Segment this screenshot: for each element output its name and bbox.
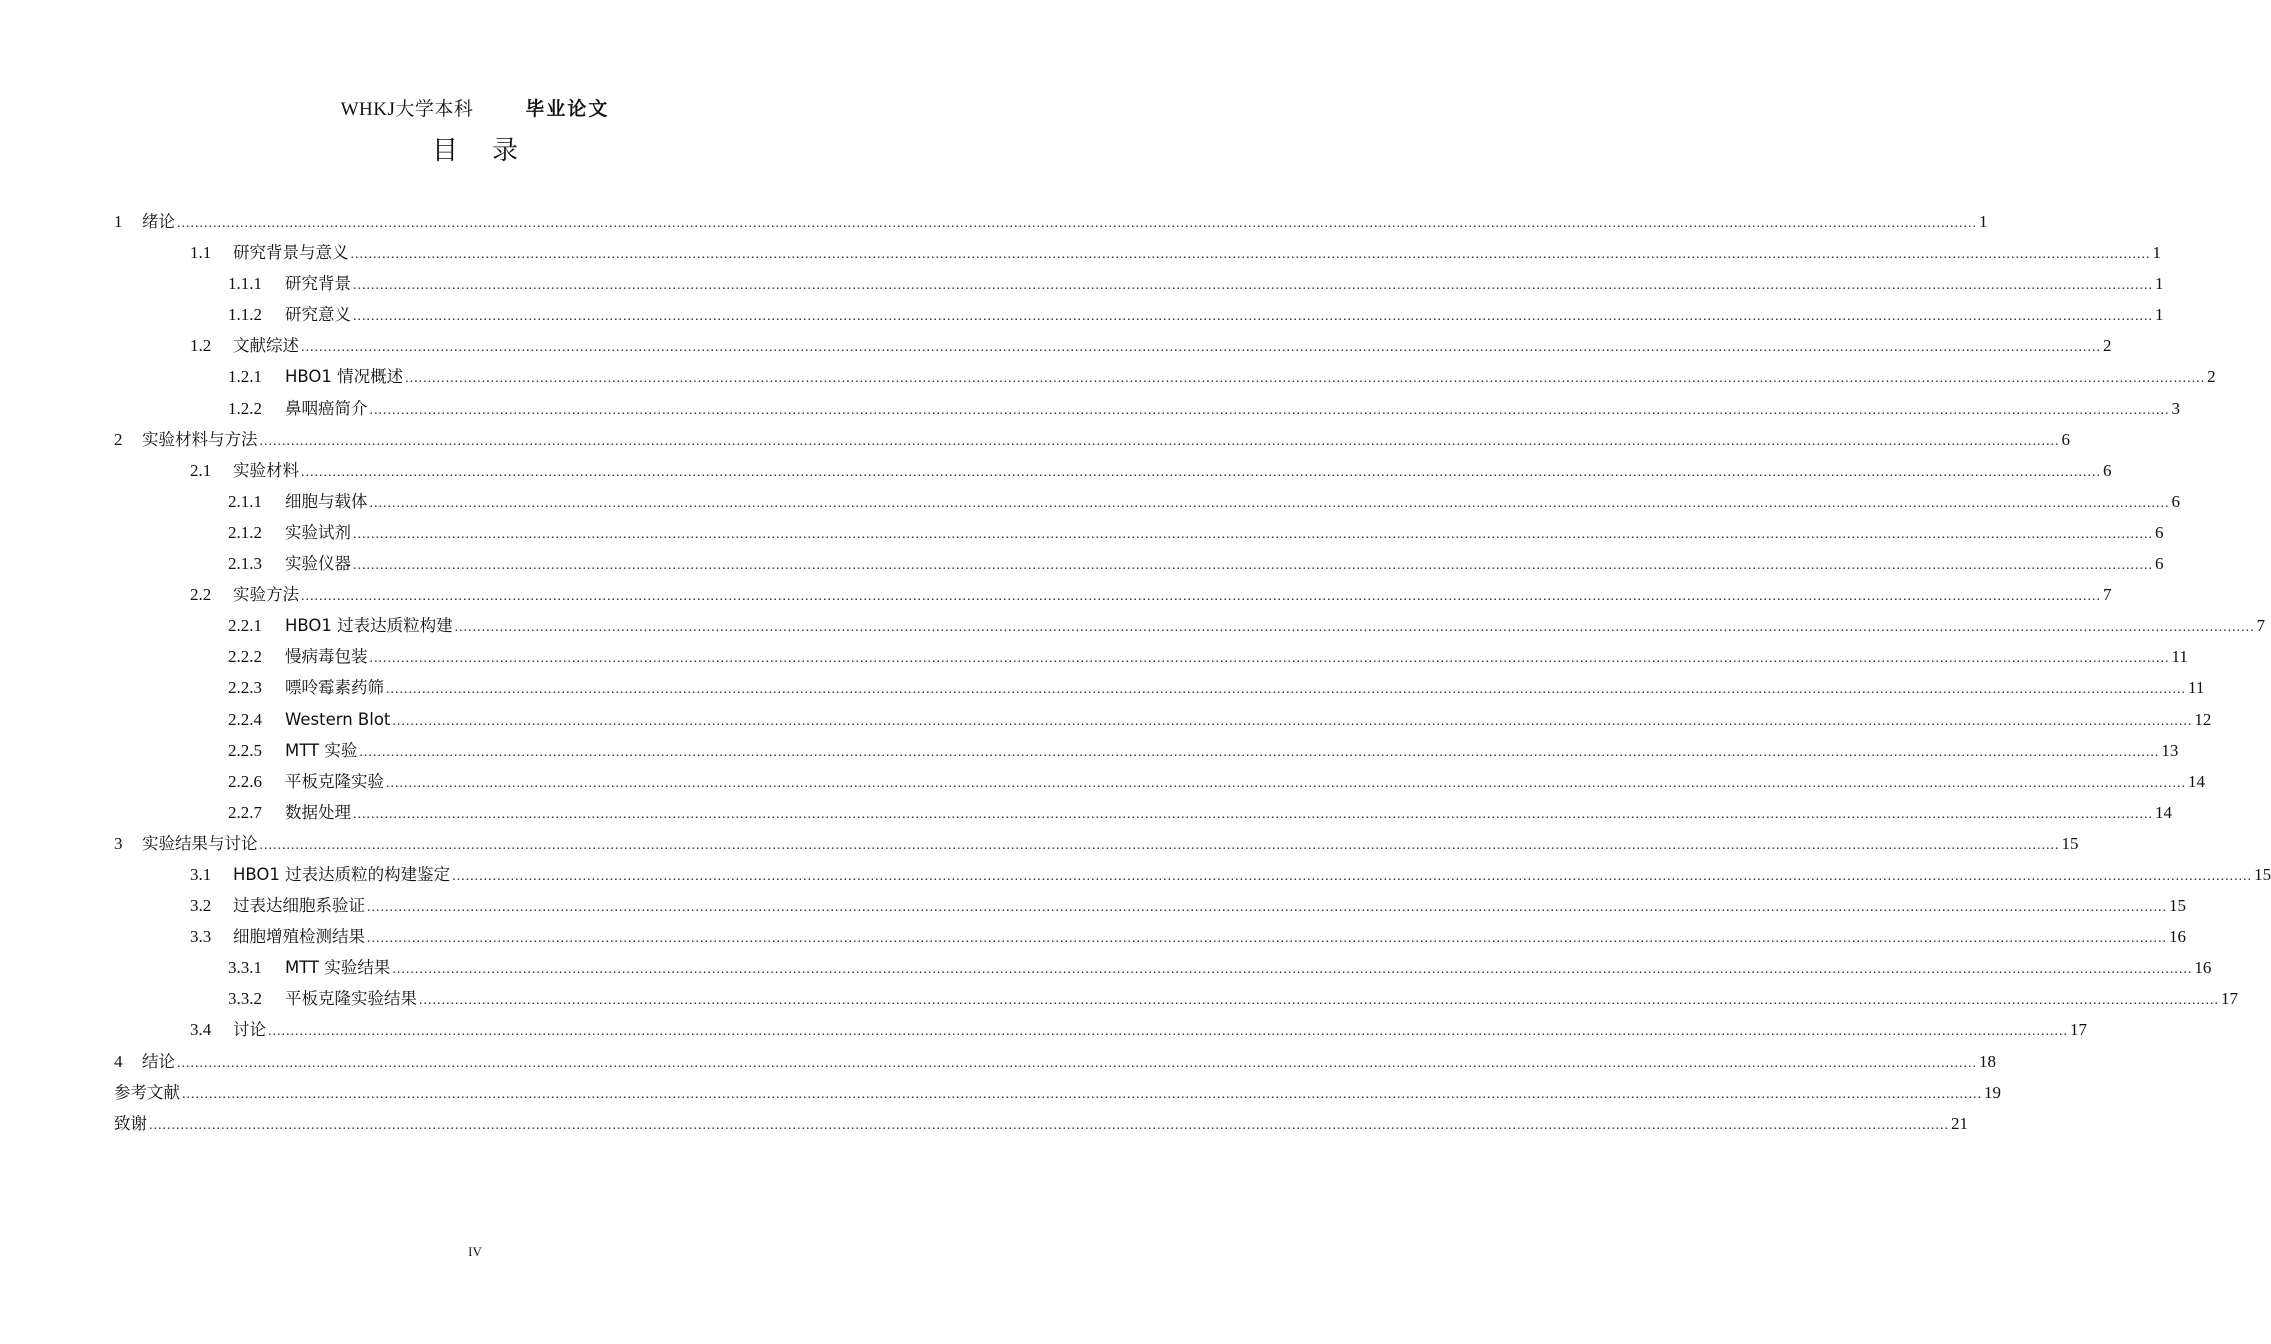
toc-entry[interactable] — [114, 828, 2079, 859]
toc-entry[interactable] — [114, 1046, 1996, 1077]
toc-entry-number: 2.2.3 — [228, 678, 262, 698]
toc-entry-title: HBO1 过表达质粒的构建鉴定 — [233, 864, 451, 884]
toc-entry-page: 16 — [2194, 958, 2212, 978]
toc-leader-dots: ................................................................................................................................................................................................................................................................................................................................................................................................................ — [454, 620, 2255, 636]
toc-entry[interactable] — [114, 361, 2216, 392]
toc-leader-dots: ................................................................................................................................................................................................................................................................................................................................................................................................................ — [268, 1024, 2068, 1040]
toc-entry-title: 致谢 — [114, 1113, 147, 1133]
toc-entry-number: 2.2.6 — [228, 771, 262, 791]
toc-entry-title: 结论 — [142, 1051, 175, 1071]
toc-entry-page: 7 — [2103, 585, 2112, 605]
toc-entry-title: 过表达细胞系验证 — [233, 896, 365, 916]
toc-entry-number: 3 — [114, 833, 123, 853]
toc-entry-page: 15 — [2169, 896, 2186, 916]
toc-entry-page: 13 — [2161, 740, 2179, 760]
toc-entry[interactable] — [114, 797, 2172, 828]
table-of-contents — [114, 206, 2271, 1139]
toc-leader-dots: ................................................................................................................................................................................................................................................................................................................................................................................................................ — [386, 775, 2186, 791]
toc-entry-number: 3.3 — [190, 927, 212, 947]
toc-leader-dots: ................................................................................................................................................................................................................................................................................................................................................................................................................ — [419, 993, 2219, 1009]
toc-entry-title: 研究背景与意义 — [233, 243, 349, 263]
toc-entry-title: 慢病毒包装 — [285, 647, 368, 667]
header-thesis-label: 毕业论文 — [525, 98, 610, 120]
toc-leader-dots: ................................................................................................................................................................................................................................................................................................................................................................................................................ — [259, 433, 2060, 449]
toc-entry-number: 1 — [114, 212, 123, 231]
toc-entry-page: 17 — [2070, 1020, 2087, 1040]
toc-entry[interactable] — [114, 672, 2205, 703]
toc-entry[interactable] — [114, 921, 2186, 952]
toc-entry-title: 实验材料与方法 — [142, 429, 258, 449]
toc-entry[interactable] — [114, 641, 2188, 672]
toc-leader-dots: ................................................................................................................................................................................................................................................................................................................................................................................................................ — [392, 962, 2193, 978]
toc-entry-page: 14 — [2155, 802, 2172, 822]
toc-leader-dots: ................................................................................................................................................................................................................................................................................................................................................................................................................ — [301, 340, 2101, 356]
toc-entry-page: 6 — [2155, 554, 2164, 574]
toc-entry[interactable] — [114, 1014, 2087, 1045]
toc-leader-dots: ................................................................................................................................................................................................................................................................................................................................................................................................................ — [452, 868, 2253, 884]
toc-entry[interactable] — [114, 1077, 2001, 1108]
toc-entry[interactable] — [114, 704, 2212, 735]
toc-entry-number: 1.2.1 — [228, 367, 262, 387]
toc-entry-title: MTT 实验 — [285, 740, 358, 760]
toc-entry-page: 1 — [2155, 305, 2164, 325]
toc-entry-title: 数据处理 — [285, 802, 351, 822]
toc-leader-dots: ................................................................................................................................................................................................................................................................................................................................................................................................................ — [182, 1086, 1982, 1102]
toc-entry-page: 19 — [1984, 1082, 2001, 1102]
toc-entry-number: 2.1 — [190, 460, 212, 480]
toc-entry[interactable] — [114, 486, 2180, 517]
toc-entry-title: HBO1 过表达质粒构建 — [285, 616, 453, 636]
toc-entry[interactable] — [114, 268, 2164, 299]
toc-entry-page: 1 — [2155, 274, 2164, 294]
toc-entry[interactable] — [114, 983, 2238, 1014]
toc-entry-page: 2 — [2207, 367, 2216, 387]
toc-leader-dots: ................................................................................................................................................................................................................................................................................................................................................................................................................ — [367, 900, 2167, 916]
toc-entry-title: MTT 实验结果 — [285, 958, 391, 978]
toc-leader-dots: ................................................................................................................................................................................................................................................................................................................................................................................................................ — [353, 806, 2153, 822]
toc-entry[interactable] — [114, 859, 2271, 890]
toc-entry[interactable] — [114, 424, 2070, 455]
toc-entry-number: 3.3.2 — [228, 989, 262, 1009]
toc-leader-dots: ................................................................................................................................................................................................................................................................................................................................................................................................................ — [350, 247, 2151, 263]
toc-entry-page: 6 — [2171, 491, 2180, 511]
toc-leader-dots: ................................................................................................................................................................................................................................................................................................................................................................................................................ — [359, 744, 2160, 760]
toc-entry-title: 实验方法 — [233, 585, 299, 605]
toc-leader-dots: ................................................................................................................................................................................................................................................................................................................................................................................................................ — [405, 371, 2206, 387]
toc-leader-dots: ................................................................................................................................................................................................................................................................................................................................................................................................................ — [301, 589, 2101, 605]
toc-entry-page: 21 — [1951, 1113, 1968, 1133]
toc-entry[interactable] — [114, 393, 2180, 424]
toc-entry-page: 16 — [2169, 927, 2186, 947]
toc-leader-dots: ................................................................................................................................................................................................................................................................................................................................................................................................................ — [177, 1055, 1977, 1071]
header-university: WHKJ大学本科 — [340, 99, 474, 120]
toc-entry-number: 2 — [114, 429, 123, 449]
toc-leader-dots: ................................................................................................................................................................................................................................................................................................................................................................................................................ — [392, 713, 2193, 729]
toc-entry-title: 细胞增殖检测结果 — [233, 927, 365, 947]
toc-leader-dots: ................................................................................................................................................................................................................................................................................................................................................................................................................ — [353, 278, 2153, 294]
toc-entry-number: 2.2.5 — [228, 740, 262, 760]
toc-leader-dots: ................................................................................................................................................................................................................................................................................................................................................................................................................ — [369, 402, 2170, 418]
toc-leader-dots: ................................................................................................................................................................................................................................................................................................................................................................................................................ — [369, 495, 2170, 511]
toc-entry-title: 讨论 — [233, 1020, 266, 1040]
toc-leader-dots: ................................................................................................................................................................................................................................................................................................................................................................................................................ — [386, 682, 2186, 698]
toc-entry-number: 2.2 — [190, 585, 212, 605]
toc-entry-title: 研究背景 — [285, 274, 351, 294]
toc-entry-title: 研究意义 — [285, 305, 351, 325]
toc-entry-number: 2.1.2 — [228, 522, 262, 542]
toc-entry-page: 6 — [2061, 429, 2070, 449]
toc-entry[interactable] — [114, 952, 2212, 983]
toc-entry[interactable] — [114, 299, 2164, 330]
toc-entry-page: 11 — [2171, 647, 2188, 667]
toc-leader-dots: ................................................................................................................................................................................................................................................................................................................................................................................................................ — [259, 837, 2060, 853]
toc-entry-title: 实验仪器 — [285, 554, 351, 574]
toc-entry[interactable] — [114, 579, 2112, 610]
toc-entry-title: 平板克隆实验结果 — [285, 989, 417, 1009]
toc-leader-dots: ................................................................................................................................................................................................................................................................................................................................................................................................................ — [177, 216, 1977, 231]
toc-entry-number: 2.2.7 — [228, 802, 262, 822]
toc-entry-title: 实验材料 — [233, 460, 299, 480]
toc-entry-title: 参考文献 — [114, 1082, 180, 1102]
toc-entry-number: 4 — [114, 1051, 123, 1071]
toc-entry-page: 7 — [2256, 616, 2266, 636]
toc-entry-number: 2.2.2 — [228, 647, 262, 667]
toc-leader-dots: ................................................................................................................................................................................................................................................................................................................................................................................................................ — [353, 558, 2153, 574]
toc-leader-dots: ................................................................................................................................................................................................................................................................................................................................................................................................................ — [353, 309, 2153, 325]
toc-entry-title: 细胞与载体 — [285, 491, 368, 511]
toc-leader-dots: ................................................................................................................................................................................................................................................................................................................................................................................................................ — [353, 526, 2153, 542]
page-header — [0, 94, 950, 121]
toc-entry-title: 嘌呤霉素药筛 — [285, 678, 384, 698]
toc-entry[interactable] — [114, 766, 2205, 797]
toc-entry-page: 2 — [2103, 336, 2112, 356]
toc-leader-dots: ................................................................................................................................................................................................................................................................................................................................................................................................................ — [301, 464, 2101, 480]
toc-entry[interactable] — [114, 890, 2186, 921]
toc-entry[interactable] — [114, 548, 2164, 579]
toc-entry-title: HBO1 情况概述 — [285, 367, 404, 387]
toc-entry[interactable] — [114, 237, 2161, 268]
toc-entry-title: Western Blot — [285, 709, 391, 729]
toc-entry-number: 3.4 — [190, 1020, 212, 1040]
toc-entry-title: 鼻咽癌简介 — [285, 398, 368, 418]
toc-entry-number: 2.1.3 — [228, 554, 262, 574]
toc-entry[interactable] — [114, 517, 2164, 548]
toc-leader-dots: ................................................................................................................................................................................................................................................................................................................................................................................................................ — [367, 931, 2167, 947]
toc-entry-page: 1 — [2152, 243, 2161, 263]
toc-leader-dots: ................................................................................................................................................................................................................................................................................................................................................................................................................ — [369, 651, 2170, 667]
toc-entry-title: 文献综述 — [233, 336, 299, 356]
toc-entry[interactable] — [114, 206, 1988, 237]
toc-entry-number: 1.1.2 — [228, 305, 262, 325]
toc-entry[interactable] — [114, 330, 2112, 361]
toc-entry-page: 15 — [2061, 833, 2079, 853]
toc-entry-number: 2.2.1 — [228, 616, 262, 636]
toc-leader-dots: ................................................................................................................................................................................................................................................................................................................................................................................................................ — [149, 1117, 1949, 1133]
toc-entry-number: 3.1 — [190, 864, 212, 884]
toc-entry-number: 2.1.1 — [228, 491, 262, 511]
toc-entry-title: 平板克隆实验 — [285, 771, 384, 791]
toc-entry-number: 3.3.1 — [228, 958, 262, 978]
footer-page-number: IV — [468, 1244, 482, 1259]
toc-entry-page: 11 — [2188, 678, 2205, 698]
toc-entry[interactable] — [114, 735, 2179, 766]
toc-entry-title: 实验试剂 — [285, 522, 351, 542]
toc-entry-number: 1.1.1 — [228, 274, 262, 294]
toc-entry-title: 绪论 — [142, 212, 175, 231]
toc-entry-page: 12 — [2194, 709, 2212, 729]
toc-entry-number: 2.2.4 — [228, 709, 262, 729]
toc-entry-number: 1.1 — [190, 243, 212, 263]
toc-entry-page: 1 — [1979, 212, 1988, 231]
toc-entry-number: 1.2 — [190, 336, 212, 356]
toc-entry[interactable] — [114, 1108, 1968, 1139]
toc-entry-title: 实验结果与讨论 — [142, 833, 258, 853]
toc-entry-page: 6 — [2155, 522, 2164, 542]
toc-entry-page: 15 — [2254, 864, 2271, 884]
toc-entry-page: 6 — [2103, 460, 2112, 480]
toc-entry-page: 17 — [2221, 989, 2238, 1009]
toc-entry-page: 3 — [2171, 398, 2180, 418]
toc-entry-number: 1.2.2 — [228, 398, 262, 418]
toc-entry[interactable] — [114, 455, 2112, 486]
toc-entry[interactable] — [114, 610, 2266, 641]
toc-entry-page: 18 — [1979, 1051, 1996, 1071]
page-title: 目录 — [431, 136, 552, 166]
toc-entry-page: 14 — [2188, 771, 2205, 791]
toc-entry-number: 3.2 — [190, 896, 212, 916]
